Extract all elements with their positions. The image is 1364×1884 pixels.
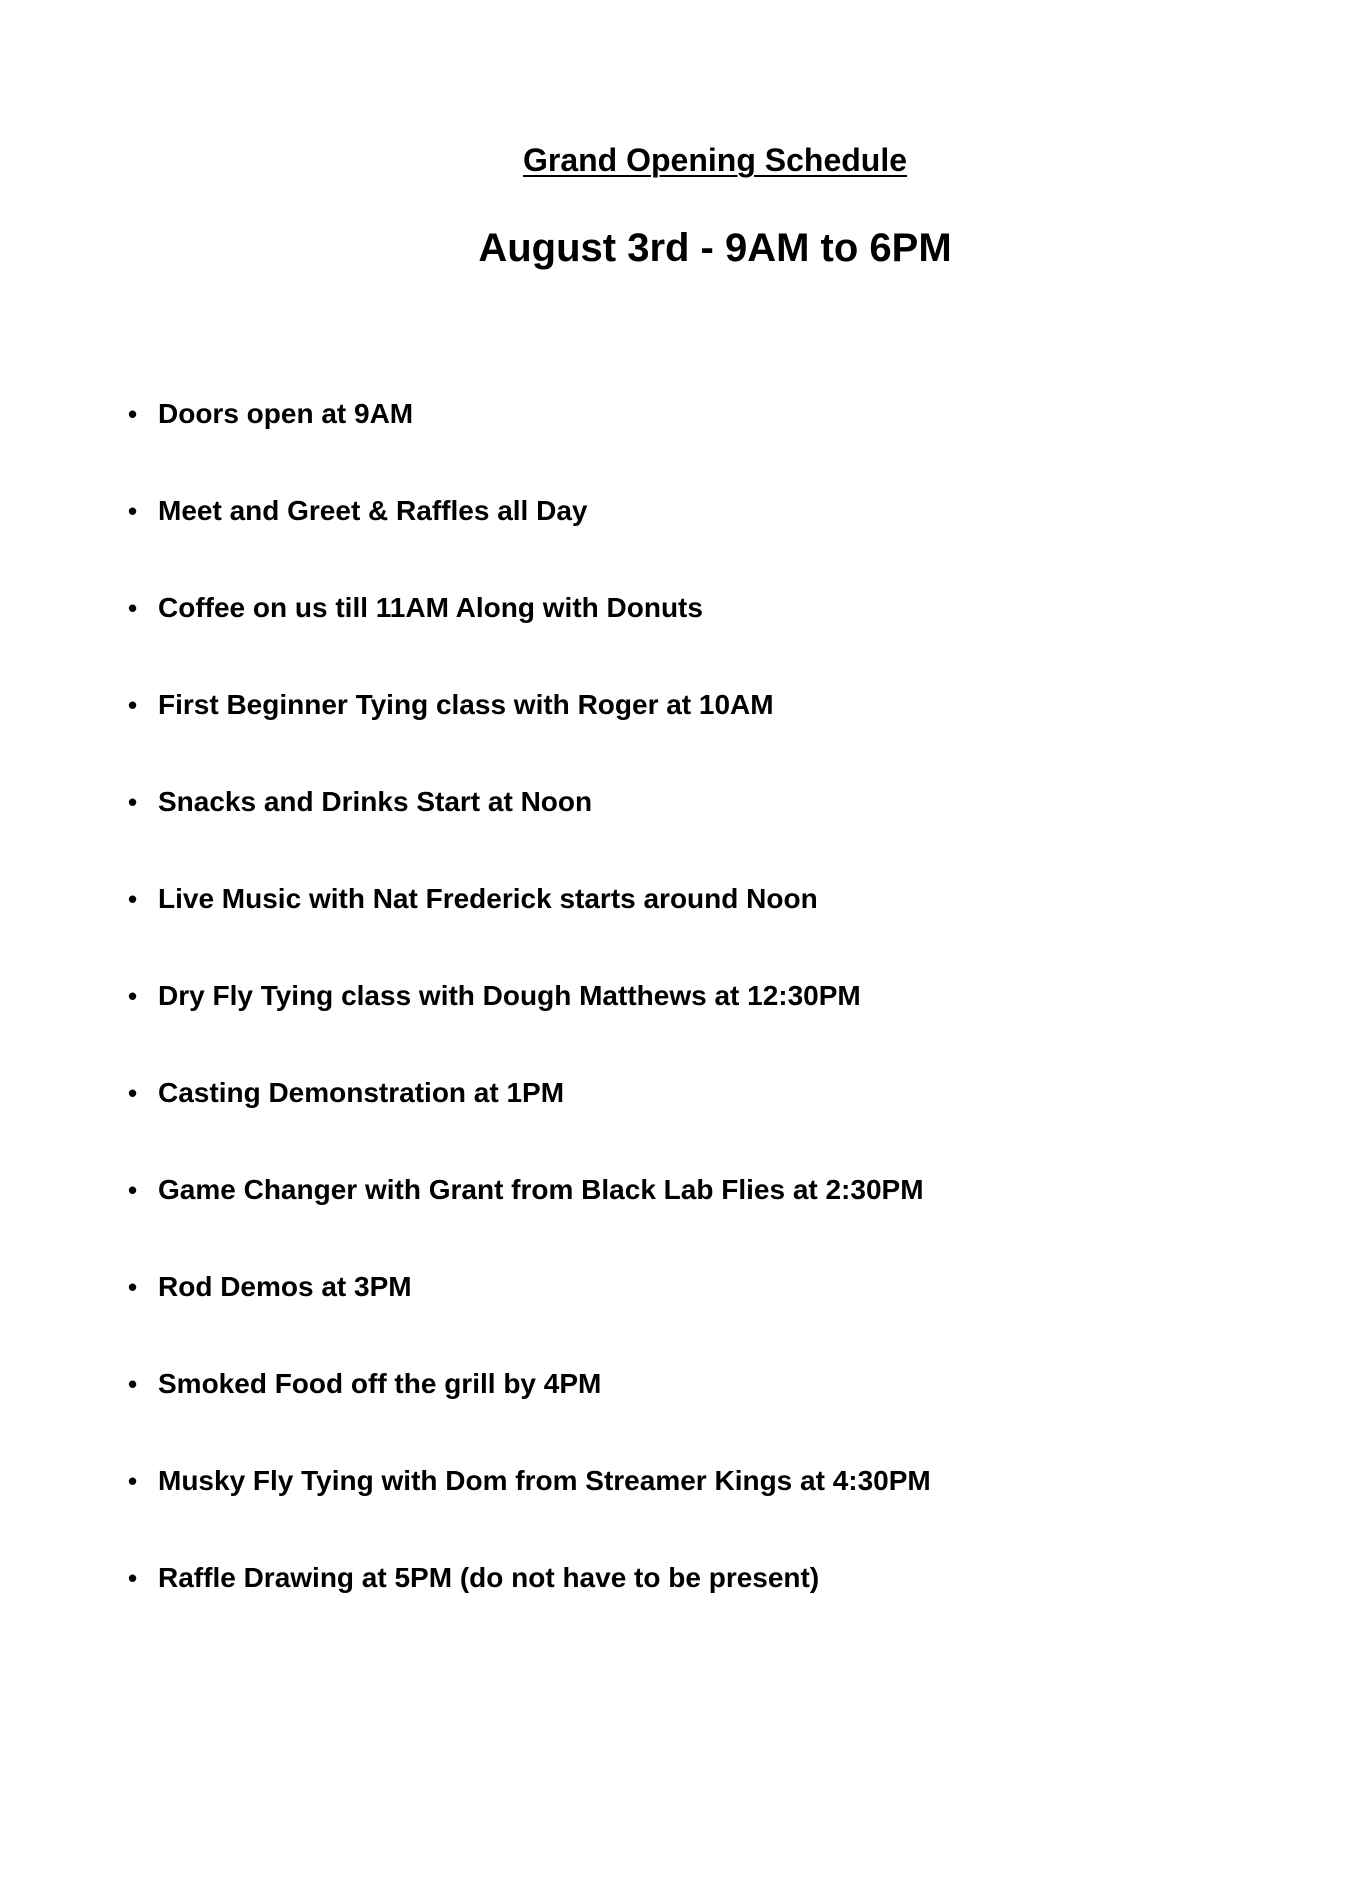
schedule-item-text: Smoked Food off the grill by 4PM [158,1368,602,1399]
schedule-item [128,881,1278,978]
schedule-item [128,1172,1278,1269]
schedule-item-text: Rod Demos at 3PM [158,1271,412,1302]
schedule-item-text: Casting Demonstration at 1PM [158,1077,565,1108]
schedule-item-text: First Beginner Tying class with Roger at 10AM [158,689,774,720]
bullet-icon: • [128,1078,138,1108]
schedule-item-text: Doors open at 9AM [158,398,414,429]
schedule-item [128,978,1278,1075]
schedule-item-text: Coffee on us till 11AM Along with Donuts [158,592,703,623]
bullet-icon: • [128,399,138,429]
bullet-icon: • [128,1563,138,1593]
bullet-icon: • [128,593,138,623]
schedule-item [128,687,1278,784]
schedule-item [128,1463,1278,1560]
schedule-item [128,1560,1278,1657]
schedule-item-text: Dry Fly Tying class with Dough Matthews at 12:30PM [158,980,861,1011]
schedule-item [128,784,1278,881]
schedule-item [128,590,1278,687]
bullet-icon: • [128,981,138,1011]
bullet-icon: • [128,884,138,914]
schedule-list [128,396,1278,1657]
schedule-item-text: Game Changer with Grant from Black Lab Flies at 2:30PM [158,1174,924,1205]
page-title: Grand Opening Schedule [522,142,908,178]
bullet-icon: • [128,496,138,526]
schedule-item-text: Meet and Greet & Raffles all Day [158,495,588,526]
schedule-item-text: Raffle Drawing at 5PM (do not have to be present) [158,1562,820,1593]
schedule-item-text: Musky Fly Tying with Dom from Streamer Kings at 4:30PM [158,1465,931,1496]
schedule-item [128,1269,1278,1366]
event-date-time: August 3rd - 9AM to 6PM [478,226,952,270]
bullet-icon: • [128,1272,138,1302]
bullet-icon: • [128,787,138,817]
schedule-item [128,1366,1278,1463]
bullet-icon: • [128,1369,138,1399]
schedule-item-text: Live Music with Nat Frederick starts around Noon [158,883,818,914]
schedule-item [128,493,1278,590]
bullet-icon: • [128,690,138,720]
bullet-icon: • [128,1466,138,1496]
schedule-item [128,1075,1278,1172]
schedule-item-text: Snacks and Drinks Start at Noon [158,786,593,817]
bullet-icon: • [128,1175,138,1205]
schedule-item [128,396,1278,493]
